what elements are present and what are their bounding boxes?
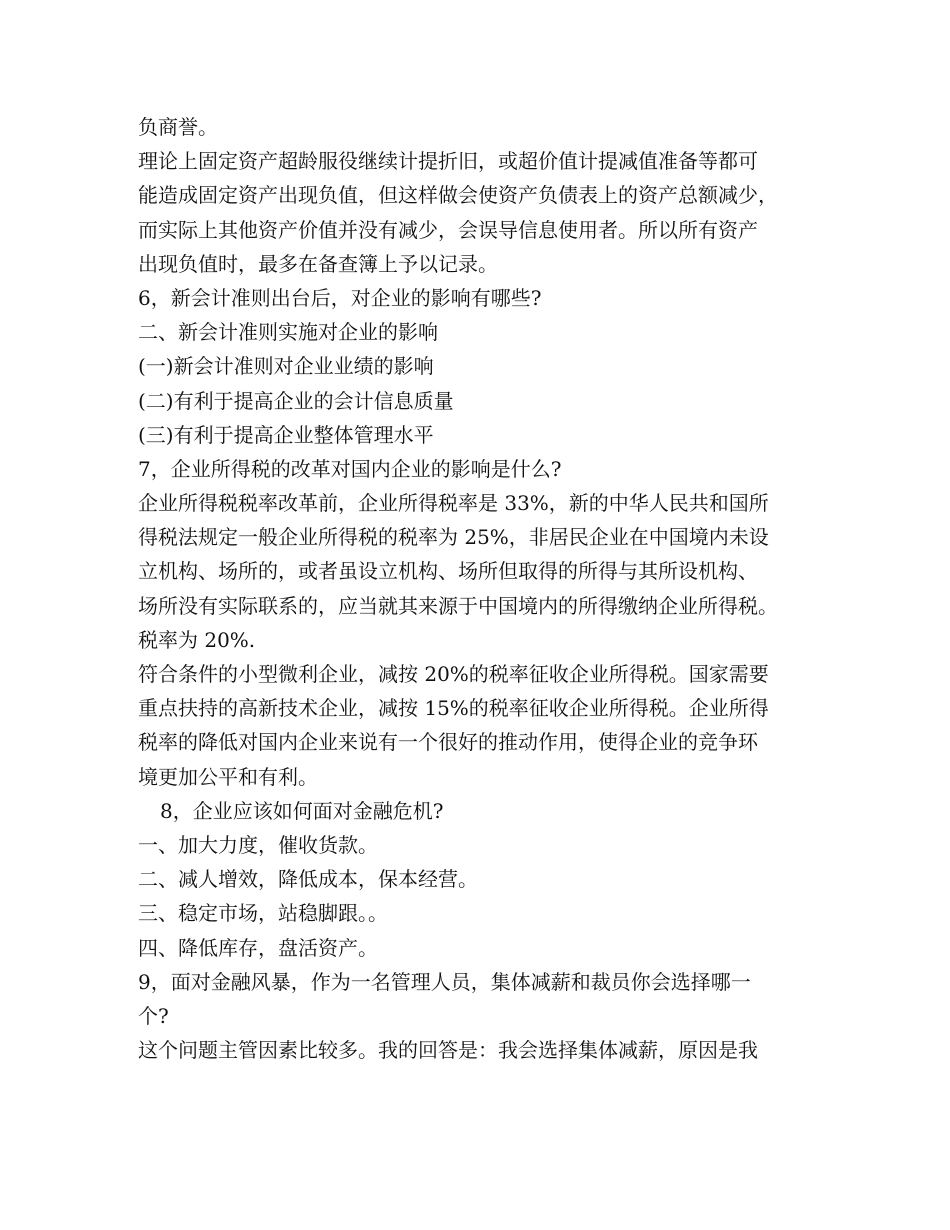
section-heading: 二、新会计准则实施对企业的影响 bbox=[138, 320, 438, 345]
question-heading: 6，新会计准则出台后，对企业的影响有哪些? bbox=[138, 285, 542, 310]
text-line: 理论上固定资产超龄服役继续计提折旧，或超价值计提减值准备等都可 bbox=[138, 149, 758, 174]
document-body bbox=[138, 110, 828, 1067]
text-line: 得税法规定一般企业所得税的税率为 25%，非居民企业在中国境内未设 bbox=[138, 525, 769, 550]
text-line: 符合条件的小型微利企业，减按 20%的税率征收企业所得税。国家需要 bbox=[138, 662, 769, 686]
text-line: 这个问题主管因素比较多。我的回答是：我会选择集体减薪，原因是我 bbox=[138, 1038, 758, 1063]
list-item: 四、降低库存，盘活资产。 bbox=[138, 935, 378, 960]
text-line: 税率为 20%. bbox=[138, 627, 256, 652]
list-item: (一)新会计准则对企业业绩的影响 bbox=[138, 354, 434, 379]
list-item: 三、稳定市场，站稳脚跟。。 bbox=[138, 901, 388, 926]
list-item: (三)有利于提高企业整体管理水平 bbox=[138, 422, 434, 447]
question-heading: 7，企业所得税的改革对国内企业的影响是什么? bbox=[138, 456, 562, 481]
question-heading: 8，企业应该如何面对金融危机? bbox=[160, 798, 444, 823]
text-line: 境更加公平和有利。 bbox=[138, 764, 318, 789]
question-heading: 9，面对金融风暴，作为一名管理人员，集体减薪和裁员你会选择哪一 bbox=[138, 969, 751, 994]
text-line: 能造成固定资产出现负值，但这样做会使资产负债表上的资产总额减少， bbox=[138, 183, 778, 208]
list-item: 二、减人增效，降低成本，保本经营。 bbox=[138, 867, 478, 892]
text-line: 负商誉。 bbox=[138, 115, 218, 139]
text-line: 而实际上其他资产价值并没有减少，会误导信息使用者。所以所有资产 bbox=[138, 217, 758, 242]
text-line: 出现负值时，最多在备查簿上予以记录。 bbox=[138, 251, 498, 276]
text-line: 场所没有实际联系的，应当就其来源于中国境内的所得缴纳企业所得税。 bbox=[138, 593, 778, 618]
list-item: 一、加大力度，催收货款。 bbox=[138, 832, 378, 857]
text-line: 重点扶持的高新技术企业，减按 15%的税率征收企业所得税。企业所得 bbox=[138, 696, 769, 721]
text-line: 个? bbox=[138, 1003, 169, 1028]
text-line: 立机构、场所的，或者虽设立机构、场所但取得的所得与其所设机构、 bbox=[138, 559, 758, 584]
text-line: 税率的降低对国内企业来说有一个很好的推动作用，使得企业的竞争环 bbox=[138, 730, 758, 755]
text-line: 企业所得税税率改革前，企业所得税率是 33%，新的中华人民共和国所 bbox=[138, 491, 769, 516]
list-item: (二)有利于提高企业的会计信息质量 bbox=[138, 388, 454, 413]
